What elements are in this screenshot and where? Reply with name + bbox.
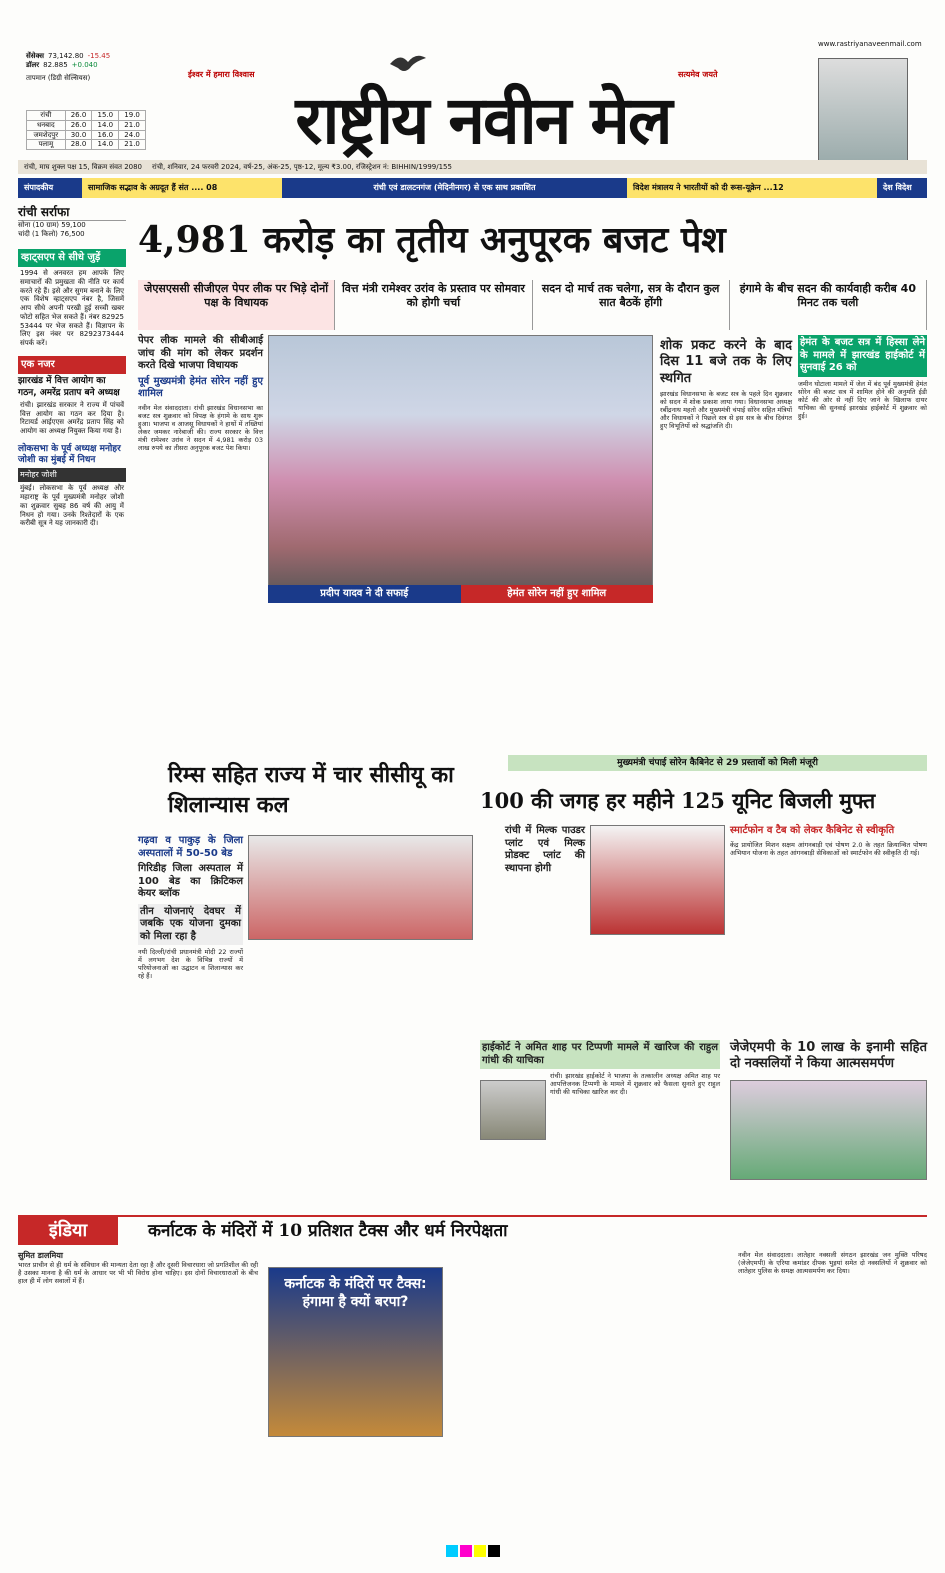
hemant-headline: हेमंत के बजट सत्र में हिस्सा लेने के मामले में झारखंड हाईकोर्ट में सुनवाई 26 को: [798, 335, 927, 377]
weather-cell: 14.0: [92, 120, 119, 130]
dollar-change: +0.040: [71, 60, 98, 69]
newspaper-title: राष्ट्रीय नवीन मेल: [295, 81, 671, 159]
rims-column: [138, 835, 243, 981]
dateline-left: रांची, माघ शुक्ल पक्ष 15, विक्रम संवत 2080: [24, 162, 143, 171]
sarafa-title: रांची सर्राफा: [18, 205, 126, 221]
smartphone-text: केंद्र प्रायोजित मिशन सक्षम आंगनबाड़ी एवं पोषण 2.0 के तहत क्रियान्वित पोषण अभियान योजना के तहत आंगनबाड़ी सेविकाओं को स्मार्टफोन की स्वीकृति दी गई।: [730, 840, 927, 857]
subhead-3: सदन दो मार्च तक चलेगा, सत्र के दौरान कुल सात बैठकें होंगी: [533, 280, 730, 330]
weather-title: तापमान (डिग्री सेल्सियस): [26, 73, 91, 82]
weather-cell: 26.0: [65, 111, 92, 121]
dollar-value: 82.885: [43, 60, 68, 69]
weather-cell: 16.0: [92, 130, 119, 140]
photo-caption-bar: [268, 585, 653, 603]
naxal-text: नवीन मेल संवाददाता। लातेहार नक्सली संगठन झारखंड जन मुक्ति परिषद (जेजेएमपी) के एरिया कमांडर दीपक भुइयां समेत दो नक्सलियों ने शुक्रवार को लातेहार पुलिस के समक्ष आत्मसमर्पण कर दिया।: [738, 1251, 927, 1276]
manohar-photo-caption: मनोहर जोशी: [18, 468, 126, 482]
eknazar-title: एक नजर: [18, 356, 126, 375]
naxal-text-column: [738, 1251, 927, 1275]
teaser-right-label: देश विदेश: [877, 178, 927, 198]
weather-cell: धनबाद: [27, 120, 66, 130]
weather-cell: 21.0: [119, 120, 146, 130]
weather-row: [27, 120, 146, 130]
india-col-1: [18, 1251, 258, 1285]
weather-row: [27, 130, 146, 140]
website-url[interactable]: www.rastriyanaveenmail.com: [818, 40, 922, 48]
milk-column: [505, 825, 585, 878]
weather-row: [27, 140, 146, 150]
temple-inset-text: कर्नाटक के मंदिरों पर टैक्स: हंगामा है क्यों बरपा?: [284, 1276, 427, 1310]
dateline-center: रांची, शनिवार, 24 फरवरी 2024, वर्ष-25, अंक-25, पृष्ठ-12, मूल्य ₹3.00, रजिस्ट्रेशन नं: BIHHIN/1999/155: [152, 162, 452, 171]
rahul-photo: [480, 1080, 546, 1140]
weather-row: [27, 111, 146, 121]
sensex-value: 73,142.80: [47, 52, 84, 60]
gold-price: सोना (10 ग्राम) 59,100: [18, 221, 86, 229]
shok-column: [660, 338, 792, 430]
teaser-center: रांची एवं डालटनगंज (मेदिनीनगर) से एक साथ प्रकाशित: [282, 178, 627, 198]
eknazar-headline: झारखंड में वित्त आयोग का गठन, अमरेंद्र प्रताप बने अध्यक्ष: [18, 376, 120, 398]
sensex-change: -15.45: [87, 52, 111, 60]
hospital-photo: [248, 835, 473, 940]
subhead-1: जेएसएससी सीजीएल पेपर लीक पर भिड़े दोनों पक्ष के विधायक: [138, 280, 335, 330]
weather-cell: 15.0: [92, 111, 119, 121]
eknazar-text: रांची। झारखंड सरकार ने राज्य में पांचवें वित्त आयोग का गठन कर दिया है। रिटायर्ड आईएएस अमरेंद्र प्रताप सिंह को आयोग का अध्यक्ष नियुक्त किया गया है।: [20, 400, 124, 435]
assembly-building-photo: [268, 335, 653, 600]
caption-left: प्रदीप यादव ने दी सफाई: [268, 585, 461, 603]
silver-price: चांदी (1 किलो) 76,500: [18, 229, 85, 238]
smartphone-headline: स्मार्टफोन व टैब को लेकर कैबिनेट से स्वीकृति: [730, 825, 895, 836]
teaser-right[interactable]: विदेश मंत्रालय ने भारतीयों को दी रूस-यूक्रेन ...12: [627, 178, 877, 198]
teaser-left[interactable]: सामाजिक सद्भाव के अग्रदूत हैं संत .... 08: [82, 178, 282, 198]
india-section: [18, 1215, 927, 1535]
dateline-bar: [18, 160, 927, 174]
lead-subheads: [138, 280, 927, 330]
shok-headline: शोक प्रकट करने के बाद दिस 11 बजे तक के लिए स्थगित: [660, 338, 792, 386]
col1-text: नवीन मेल संवाददाता। रांची झारखंड विधानसभा का बजट सत्र शुक्रवार को विपक्ष के हंगामे के साथ शुरू हुआ। भाजपा व आजसू विधायकों ने हाथों में तख्तियां लेकर जमकर नारेबाजी की। राज्य सरकार के वित्त मंत्री रामेश्वर उरांव ने सदन में 4,981 करोड़ 03 लाख रुपये का तीसरा अनुपूरक बजट पेश किया।: [138, 403, 263, 453]
teaser-bar: [18, 178, 927, 198]
teaser-left-label: संपादकीय: [18, 178, 82, 198]
india-text: भारत प्राचीन से ही धर्म के संविधान की मान्यता देता रहा है और दूसरी विचारधारा जो प्रगतिशील की रही है उसका मानना है की धर्म के आधार पर भी भी विरोध होना चाहिए। इस दोनों विचारधाराओं के बीच हाल ही में लोग सवालों में हैं।: [18, 1261, 258, 1286]
whatsapp-title: व्हाट्सएप से सीधे जुड़ें: [18, 249, 126, 268]
weather-cell: रांची: [27, 111, 66, 121]
author-name: सुमित डालमिया: [18, 1251, 63, 1260]
subhead-4: हंगामे के बीच सदन की कार्यवाही करीब 40 मिनट तक चली: [730, 280, 927, 330]
lead-headline: 4,981 करोड़ का तृतीय अनुपूरक बजट पेश: [138, 219, 726, 261]
weather-cell: 21.0: [119, 140, 146, 150]
weather-cell: जमशेदपुर: [27, 130, 66, 140]
rims-sub2: गिरिडीह जिला अस्पताल में 100 बेड का क्रिटिकल केयर ब्लॉक: [138, 863, 243, 899]
weather-cell: 26.0: [65, 120, 92, 130]
manohar-text: मुंबई। लोकसभा के पूर्व अध्यक्ष और महाराष्ट्र के पूर्व मुख्यमंत्री मनोहर जोशी का शुक्रवार सुबह 86 वर्ष की आयु में निधन हो गया। उनके रिश्तेदारों के एक करीबी सूत्र ने यह जानकारी दी।: [20, 484, 124, 528]
shok-text: झारखंड विधानसभा के बजट सत्र के पहले दिन शुक्रवार को सदन में शोक प्रकाश लाया गया। विधानसभा अध्यक्ष रबींद्रनाथ महतो और मुख्यमंत्री चंपाई सोरेन सहित मंत्रियों और विधायकों ने पिछले सत्र से इस सत्र के बीच दिवंगत हुए विभूतियों को श्रद्धांजलि दी।: [660, 389, 792, 431]
caption-right: हेमंत सोरेन नहीं हुए शामिल: [461, 585, 654, 603]
lead-col-1: [138, 335, 263, 452]
whatsapp-text: 1994 से अनवरत हम आपके लिए समाचारों की प्रमुखता की नीति पर कार्य करते रहे हैं। इसे और सुगम बनाने के लिए एक विशेष व्हाट्सएप नंबर है, जिसमें आप सीधे अपनी परखी हुई सच्ची खबर फोटो सहित भेज सकते हैं। नंबर 82925 53444 पर भेज सकते हैं। विज्ञापन के लिए इस नंबर पर 8292373444 संपर्क करें।: [20, 269, 124, 347]
tagline-right: सत्यमेव जयते: [678, 70, 718, 79]
sensex-label: सेंसेक्स: [26, 52, 44, 60]
india-headline: कर्नाटक के मंदिरों में 10 प्रतिशत टैक्स और धर्म निरपेक्षता: [148, 1221, 508, 1241]
rims-sub1: गढ़वा व पाकुड़ के जिला अस्पतालों में 50-50 बेड: [138, 835, 243, 859]
hemant-text: जमीन घोटाला मामले में जेल में बंद पूर्व मुख्यमंत्री हेमंत सोरेन की बजट सत्र में शामिल होने की अनुमति ईडी कोर्ट की ओर से नहीं दिए जाने के खिलाफ दायर याचिका की सुनवाई झारखंड हाईकोर्ट में शुक्रवार को हुई।: [798, 379, 927, 420]
naxal-column: [730, 1040, 927, 1076]
rahul-headline: हाईकोर्ट ने अमित शाह पर टिप्पणी मामले में खारिज की राहुल गांधी की याचिका: [480, 1040, 720, 1069]
weather-cell: 19.0: [119, 111, 146, 121]
print-color-bar: [18, 1545, 927, 1557]
col1-headline: पेपर लीक मामले की सीबीआई जांच की मांग को लेकर प्रदर्शन करते दिखे भाजपा विधायक: [138, 335, 263, 371]
rims-sub3: तीन योजनाएं देवघर में जबकि एक योजना दुमका को मिला रहा है: [138, 904, 243, 946]
rims-text: नयी दिल्ली/रांची प्रधानमंत्री मोदी 22 राज्यों में लगभग देश के विभिन्न राज्यों में परियोजनाओं का उद्घाटन व शिलान्यास कर रहे हैं।: [138, 948, 243, 981]
weather-cell: 28.0: [65, 140, 92, 150]
naxal-headline: जेजेएमपी के 10 लाख के इनामी सहित दो नक्सलियों ने किया आत्मसमर्पण: [730, 1040, 927, 1072]
manohar-headline: लोकसभा के पूर्व अध्यक्ष मनोहर जोशी का मुंबई में निधन: [18, 443, 121, 465]
tagline-left: ईश्वर में हमारा विश्वास: [188, 70, 255, 79]
hemant-column: [798, 335, 927, 420]
electricity-headline: 100 की जगह हर महीने 125 यूनिट बिजली मुफ्त: [480, 788, 876, 813]
market-box: [26, 52, 146, 82]
bird-logo-icon: [388, 50, 428, 76]
weather-cell: 14.0: [92, 140, 119, 150]
rahul-text: रांची। झारखंड हाईकोर्ट ने भाजपा के तत्कालीन अध्यक्ष अमित शाह पर आपत्तिजनक टिप्पणी के मामले में शुक्रवार को फैसला सुनाते हुए राहुल गांधी की याचिका खारिज कर दी।: [550, 1072, 720, 1097]
surrender-photo: [730, 1080, 927, 1180]
portrait-photo: [818, 58, 908, 166]
secretariat-photo: [590, 825, 725, 935]
india-label: इंडिया: [18, 1217, 118, 1245]
col1-subhead: पूर्व मुख्यमंत्री हेमंत सोरेन नहीं हुए शामिल: [138, 375, 263, 399]
weather-cell: 30.0: [65, 130, 92, 140]
rims-headline: रिम्स सहित राज्य में चार सीसीयू का शिलान्यास कल: [168, 762, 454, 818]
cabinet-banner: मुख्यमंत्री चंपाई सोरेन कैबिनेट से 29 प्रस्तावों को मिली मंजूरी: [508, 755, 927, 771]
milk-headline: रांची में मिल्क पाउडर प्लांट एवं मिल्क प्रोडक्ट प्लांट की स्थापना होगी: [505, 825, 585, 874]
dollar-label: डॉलर: [26, 60, 40, 69]
weather-cell: पलामू: [27, 140, 66, 150]
smartphone-column: [730, 825, 927, 857]
temple-inset-image: [268, 1267, 443, 1437]
masthead: [18, 10, 927, 160]
subhead-2: वित्त मंत्री रामेश्वर उरांव के प्रस्ताव पर सोमवार को होगी चर्चा: [335, 280, 532, 330]
weather-table: [26, 110, 146, 150]
weather-cell: 24.0: [119, 130, 146, 140]
